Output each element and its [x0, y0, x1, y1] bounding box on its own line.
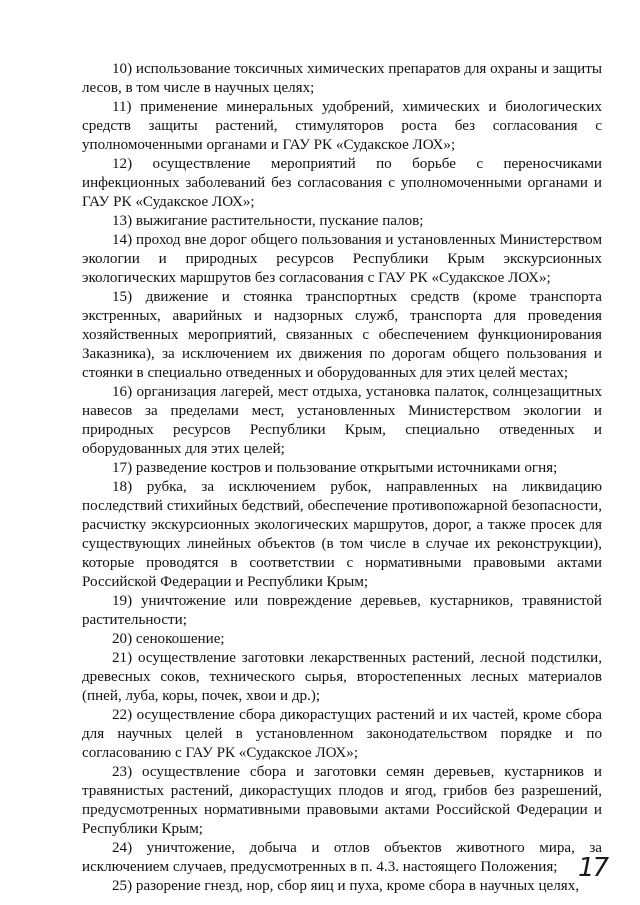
list-item: 13) выжигание растительности, пускание палов; — [112, 213, 424, 229]
list-item: 22) осуществление сбора дикорастущих растений и их частей, кроме сбора для научных целей в установленном законодательством порядке и по согласованию с ГАУ РК «Судакское ЛОХ»; — [82, 707, 602, 761]
list-item: 11) применение минеральных удобрений, химических и биологических средств защиты растений, стимуляторов роста без согласования с уполномоченными органами и ГАУ РК «Судакское ЛОХ»; — [82, 99, 602, 153]
list-item: 14) проход вне дорог общего пользования и установленных Министерством экологии и природных ресурсов Республики Крым экскурсионных экологических маршрутов без согласования с ГАУ РК «Судакское ЛОХ»; — [82, 232, 602, 286]
list-item: 12) осуществление мероприятий по борьбе с переносчиками инфекционных заболеваний без согласования с уполномоченными органами и ГАУ РК «Судакское ЛОХ»; — [82, 156, 602, 210]
list-item: 15) движение и стоянка транспортных средств (кроме транспорта экстренных, аварийных и надзорных служб, транспорта для проведения хозяйственных мероприятий, связанных с обеспечением функционирования Заказника), за исключением их движения по дорогам общего пользования и стоянки в специально отведенных и оборудованных для этих целей местах; — [82, 289, 602, 381]
list-item: 25) разорение гнезд, нор, сбор яиц и пуха, кроме сбора в научных целях, — [112, 878, 580, 894]
list-item: 24) уничтожение, добыча и отлов объектов животного мира, за исключением случаев, предусмотренных в п. 4.3. настоящего Положения; — [82, 840, 602, 875]
list-item: 16) организация лагерей, мест отдыха, установка палаток, солнцезащитных навесов за пределами мест, установленных Министерством экологии и природных ресурсов Республики Крым, специально отведенных и оборудованных для этих целей; — [82, 384, 602, 457]
list-item: 18) рубка, за исключением рубок, направленных на ликвидацию последствий стихийных бедствий, обеспечение противопожарной безопасности, расчистку экскурсионных экологических маршрутов, дорог, а также просек для существующих линейных объектов (в том числе в случае их реконструкции), которые проводятся в соответствии с нормативными правовыми актами Российской Федерации и Республики Крым; — [82, 479, 602, 590]
list-item: 17) разведение костров и пользование открытыми источниками огня; — [112, 460, 558, 476]
list-item: 23) осуществление сбора и заготовки семян деревьев, кустарников и травянистых растений, дикорастущих плодов и ягод, грибов без разрешений, предусмотренных нормативными правовыми актами Российской Федерации и Республики Крым; — [82, 764, 602, 837]
list-item: 19) уничтожение или повреждение деревьев, кустарников, травянистой растительности; — [82, 593, 602, 628]
page-number: 17 — [578, 853, 608, 883]
list-item: 21) осуществление заготовки лекарственных растений, лесной подстилки, древесных соков, технического сырья, второстепенных лесных материалов (пней, луба, коры, почек, хвои и др.); — [82, 650, 602, 704]
list-item: 10) использование токсичных химических препаратов для охраны и защиты лесов, в том числе в научных целях; — [82, 61, 602, 96]
list-item: 20) сенокошение; — [112, 631, 225, 647]
document-body — [82, 60, 602, 896]
